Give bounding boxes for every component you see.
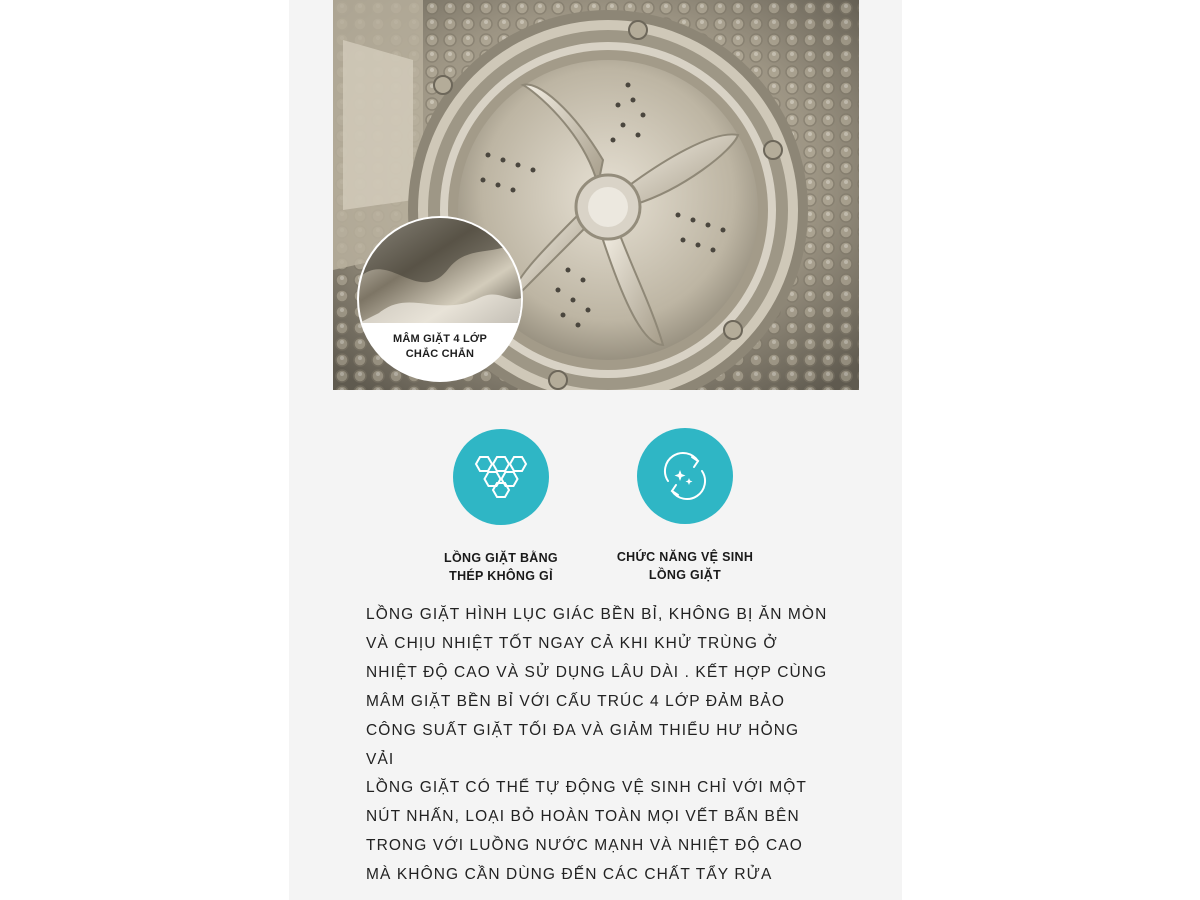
feature-drum-clean: [600, 428, 770, 584]
feature-icon-circle: [453, 429, 549, 525]
inset-caption: [359, 332, 521, 362]
inset-caption-line-2: CHẮC CHẮN: [405, 348, 475, 360]
feature-label: LỒNG GIẶT BẰNG THÉP KHÔNG GỈ: [444, 551, 558, 583]
feature-stainless-drum: [416, 429, 586, 585]
hexagon-cluster-icon: [470, 455, 532, 499]
pulsator-closeup-inset: [359, 218, 521, 380]
description-paragraph-2: LỒNG GIẶT CÓ THỂ TỰ ĐỘNG VỆ SINH CHỈ VỚI MỘT NÚT NHẤN, LOẠI BỎ HOÀN TOÀN MỌI VẾT BẨN BÊN TRONG VỚI LUỒNG NƯỚC MẠNH VÀ NHIỆT ĐỘ CAO MÀ KHÔNG CẦN DÙNG ĐẾN CÁC CHẤT TẨY RỬA: [366, 779, 807, 883]
cycle-clean-icon: [660, 451, 710, 501]
description-paragraph-1: LỒNG GIẶT HÌNH LỤC GIÁC BỀN BỈ, KHÔNG BỊ ĂN MÒN VÀ CHỊU NHIỆT TỐT NGAY CẢ KHI KHỬ TRÙNG Ở NHIỆT ĐỘ CAO VÀ SỬ DỤNG LÂU DÀI . KẾT HỢP CÙNG MÂM GIẶT BỀN BỈ VỚI CẤU TRÚC 4 LỚP ĐẢM BẢO CÔNG SUẤT GIẶT TỐI ĐA VÀ GIẢM THIỂU HƯ HỎNG VẢI: [366, 606, 828, 768]
feature-icon-circle: [637, 428, 733, 524]
feature-label: CHỨC NĂNG VỆ SINH LỒNG GIẶT: [616, 550, 754, 582]
inset-caption-line-1: MÂM GIẶT 4 LỚP: [392, 333, 488, 345]
